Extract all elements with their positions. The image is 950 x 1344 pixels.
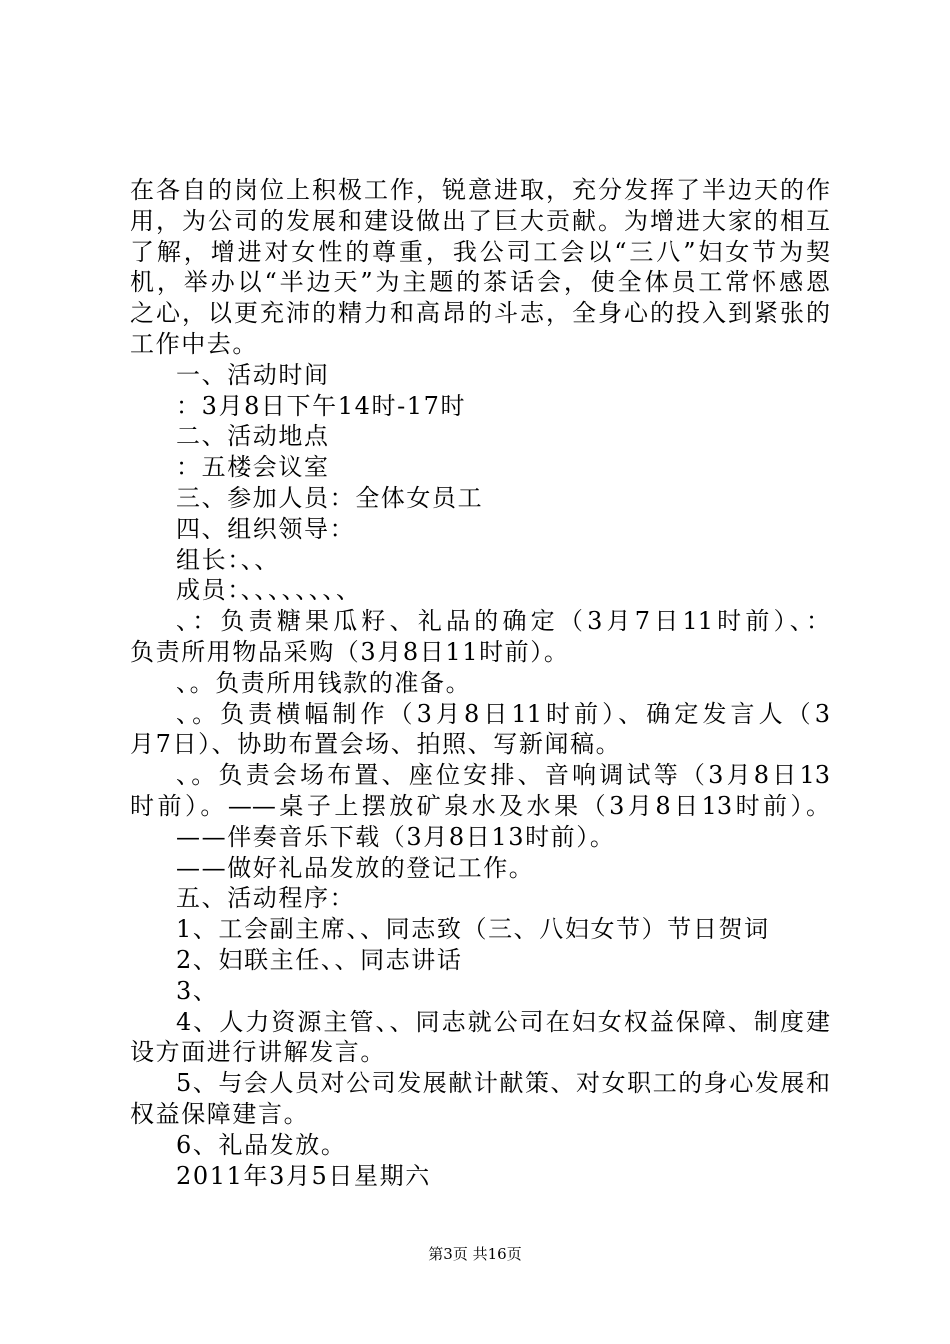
- section-heading-program: 五、活动程序：: [176, 884, 356, 913]
- program-item: 5、与会人员对公司发展献计献策、对女职工的身心发展和: [176, 1069, 830, 1098]
- task-line: 、。负责所用钱款的准备。: [176, 668, 472, 697]
- team-members: 成员：、、、、、、、、: [176, 576, 362, 605]
- paragraph-line: 了解，增进对女性的尊重，我公司工会以“三八”妇女节为契: [130, 237, 830, 266]
- task-line: 时前）。——桌子上摆放矿泉水及水果（3月8日13时前）。: [130, 791, 830, 820]
- paragraph-line: 用，为公司的发展和建设做出了巨大贡献。为增进大家的相互: [130, 206, 830, 235]
- program-item: 1、工会副主席、、同志致（三、八妇女节）节日贺词: [176, 915, 770, 944]
- task-line: 负责所用物品采购（3月8日11时前）。: [130, 637, 570, 666]
- program-item: 权益保障建言。: [130, 1099, 310, 1128]
- event-time: ：3月8日下午14时-17时: [176, 391, 467, 420]
- task-line: 、：负责糖果瓜籽、礼品的确定（3月7日11时前）、：: [176, 607, 830, 636]
- event-location: ：五楼会议室: [176, 453, 330, 482]
- task-line: ——做好礼品发放的登记工作。: [176, 853, 535, 882]
- paragraph-line: 工作中去。: [130, 329, 258, 358]
- section-heading-time: 一、活动时间: [176, 360, 330, 389]
- task-line: 、。负责横幅制作（3月8日11时前）、确定发言人（3: [176, 699, 830, 728]
- program-item: 2、妇联主任、、同志讲话: [176, 945, 463, 974]
- section-heading-participants: 三、参加人员：全体女员工: [176, 483, 484, 512]
- paragraph-line: 机，举办以“半边天”为主题的茶话会，使全体员工常怀感恩: [130, 268, 830, 297]
- program-item: 4、人力资源主管、、同志就公司在妇女权益保障、制度建: [176, 1007, 830, 1036]
- document-body: [130, 175, 830, 1191]
- document-date: 2011年3月5日星期六: [176, 1161, 431, 1190]
- program-item: 设方面进行讲解发言。: [130, 1038, 386, 1067]
- task-line: 月7日）、协助布置会场、拍照、写新闻稿。: [130, 730, 622, 759]
- task-line: ——伴奏音乐下载（3月8日13时前）。: [176, 822, 616, 851]
- team-leader: 组长：、、: [176, 545, 280, 574]
- section-heading-organization: 四、组织领导：: [176, 514, 356, 543]
- task-line: 、。负责会场布置、座位安排、音响调试等（3月8日13: [176, 761, 830, 790]
- page-number-footer: 第3页 共16页: [428, 1245, 522, 1263]
- program-item: 6、礼品发放。: [176, 1130, 347, 1159]
- paragraph-line: 在各自的岗位上积极工作，锐意进取，充分发挥了半边天的作: [130, 176, 830, 204]
- program-item: 3、: [176, 976, 219, 1005]
- paragraph-line: 之心，以更充沛的精力和高昂的斗志，全身心的投入到紧张的: [130, 299, 830, 328]
- section-heading-location: 二、活动地点: [176, 422, 330, 451]
